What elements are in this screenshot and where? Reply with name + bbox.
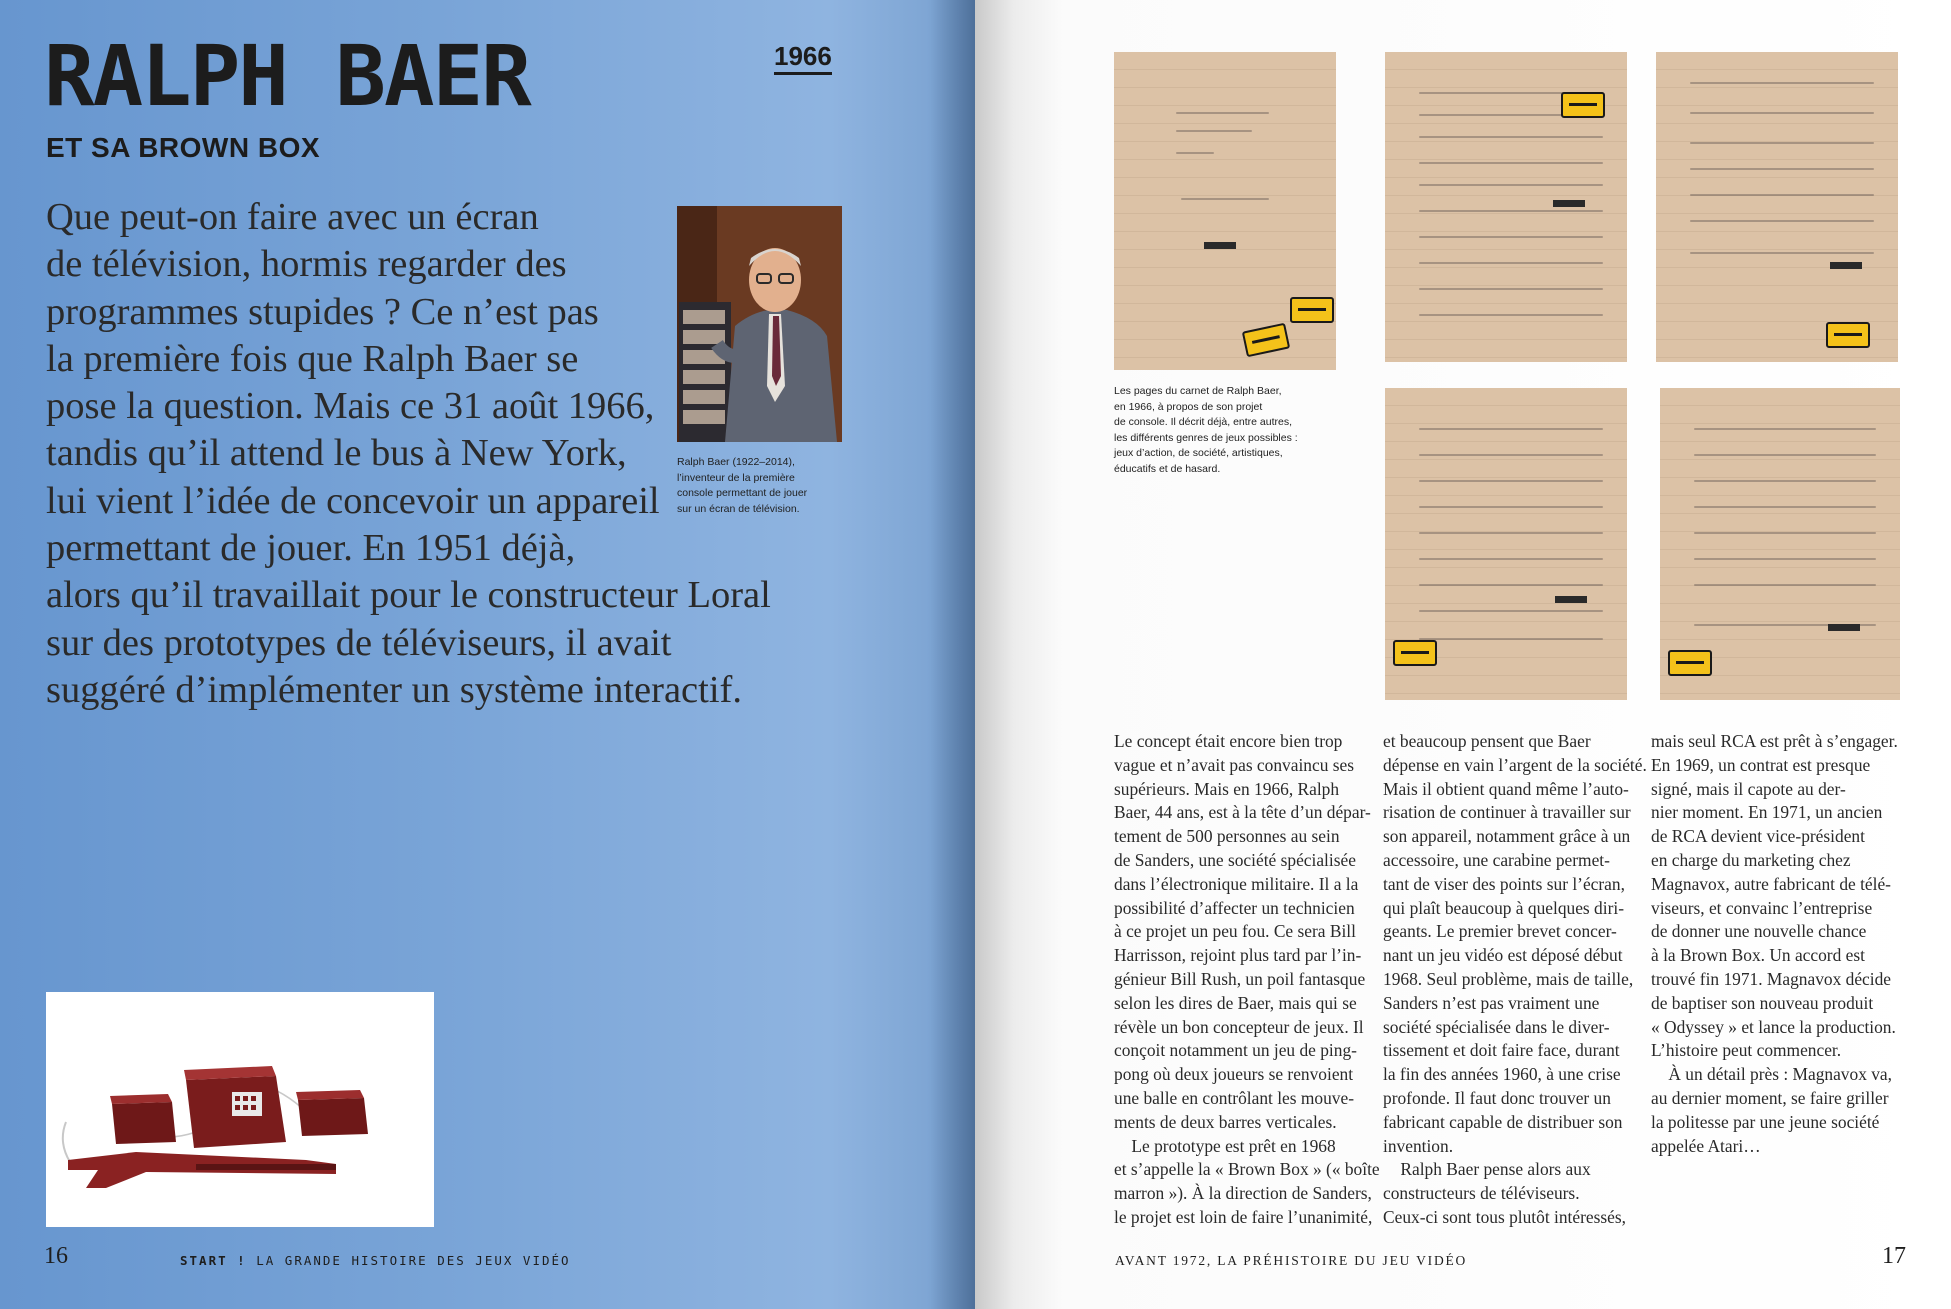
text-line: appelée Atari… — [1651, 1135, 1761, 1156]
caption-line: Ralph Baer (1922–2014), — [677, 456, 795, 468]
notebook-page-1 — [1114, 52, 1336, 370]
intro-line: la première fois que Ralph Baer se — [46, 337, 579, 380]
text-line: Baer, 44 ans, est à la tête d’un dépar- — [1114, 802, 1371, 823]
text-line: vague et n’avait pas convaincu ses — [1114, 754, 1354, 775]
notebook-caption — [1114, 384, 1319, 477]
text-line: accessoire, une carabine permet- — [1383, 849, 1610, 870]
left-page — [0, 0, 975, 1309]
notebook-page-5 — [1660, 388, 1900, 700]
text-line: Harrisson, rejoint plus tard par l’in- — [1114, 945, 1362, 966]
caption-line: éducatifs et de hasard. — [1114, 462, 1221, 475]
caption-line: les différents genres de jeux possibles : — [1114, 431, 1298, 444]
text-line: ments de deux barres verticales. — [1114, 1111, 1337, 1132]
text-line: la politesse par une jeune société — [1651, 1111, 1880, 1132]
text-line: à la Brown Box. Un accord est — [1651, 945, 1865, 966]
text-line: trouvé fin 1971. Magnavox décide — [1651, 968, 1892, 989]
text-line: à ce projet un peu fou. Ce sera Bill — [1114, 921, 1356, 942]
ralph-baer-portrait — [677, 206, 842, 442]
text-line: À un détail près : Magnavox va, — [1651, 1064, 1892, 1085]
text-line: en charge du marketing chez — [1651, 849, 1851, 870]
text-line: geants. Le premier brevet concer- — [1383, 921, 1617, 942]
text-line: et s’appelle la « Brown Box » (« boîte — [1114, 1159, 1380, 1180]
intro-line: alors qu’il travaillait pour le constructeur Loral — [46, 574, 771, 617]
intro-line: lui vient l’idée de concevoir un appareil — [46, 479, 660, 522]
page-number-right: 17 — [1882, 1243, 1906, 1269]
text-line: Ceux-ci sont tous plutôt intéressés, — [1383, 1206, 1626, 1227]
text-line: « Odyssey » et lance la production. — [1651, 1016, 1896, 1037]
intro-line: de télévision, hormis regarder des — [46, 243, 567, 286]
intro-line: pose la question. Mais ce 31 août 1966, — [46, 385, 655, 428]
text-line: viseurs, et convainc l’entreprise — [1651, 897, 1873, 918]
text-line: révèle un bon concepteur de jeux. Il — [1114, 1016, 1364, 1037]
text-line: de baptiser son nouveau produit — [1651, 992, 1874, 1013]
text-line: dans l’électronique militaire. Il a la — [1114, 873, 1359, 894]
portrait-illustration — [677, 206, 842, 442]
text-line: profonde. Il faut donc trouver un — [1383, 1087, 1611, 1108]
text-line: nier moment. En 1971, un ancien — [1651, 802, 1883, 823]
notebook-page-3 — [1656, 52, 1898, 362]
footer-title-left: LA GRANDE HISTOIRE DES JEUX VIDÉO — [256, 1253, 571, 1268]
brown-box-illustration — [46, 992, 434, 1227]
text-line: Mais il obtient quand même l’auto- — [1383, 778, 1629, 799]
text-line: possibilité d’affecter un technicien — [1114, 897, 1355, 918]
text-line: son appareil, notamment grâce à un — [1383, 826, 1631, 847]
text-line: selon les dires de Baer, mais qui se — [1114, 992, 1357, 1013]
text-line: qui plaît beaucoup à quelques diri- — [1383, 897, 1624, 918]
text-line: génieur Bill Rush, un poil fantasque — [1114, 968, 1366, 989]
caption-line: Les pages du carnet de Ralph Baer, — [1114, 385, 1282, 397]
intro-line: programmes stupides ? Ce n’est pas — [46, 290, 599, 333]
text-line: Magnavox, autre fabricant de télé- — [1651, 873, 1891, 894]
footer-brand: START ! — [180, 1253, 247, 1268]
text-line: société spécialisée dans le diver- — [1383, 1016, 1610, 1037]
text-line: dépense en vain l’argent de la société. — [1383, 754, 1647, 775]
text-line: Le prototype est prêt en 1968 — [1114, 1135, 1336, 1156]
text-line: conçoit notamment un jeu de ping- — [1114, 1040, 1357, 1061]
text-line: pong où deux joueurs se renvoient — [1114, 1064, 1354, 1085]
running-footer-right: AVANT 1972, LA PRÉHISTOIRE DU JEU VIDÉO — [1115, 1253, 1468, 1268]
text-line: de donner une nouvelle chance — [1651, 921, 1867, 942]
brown-box-photo — [46, 992, 434, 1227]
running-footer-left — [180, 1253, 571, 1268]
article-title: RALPH BAER — [44, 27, 530, 125]
text-line: nant un jeu vidéo est déposé début — [1383, 945, 1623, 966]
article-subtitle: ET SA BROWN BOX — [46, 132, 321, 163]
caption-line: console permettant de jouer — [677, 487, 808, 499]
notebook-page-2 — [1385, 52, 1627, 362]
notebook-page-4 — [1385, 388, 1627, 700]
body-column-1 — [1114, 730, 1380, 1230]
caption-line: jeux d’action, de société, artistiques, — [1114, 447, 1283, 459]
intro-line: tandis qu’il attend le bus à New York, — [46, 432, 627, 475]
portrait-caption — [677, 455, 847, 517]
text-line: risation de continuer à travailler sur — [1383, 802, 1631, 823]
intro-line: Que peut-on faire avec un écran — [46, 196, 539, 238]
text-line: Sanders n’est pas vraiment une — [1383, 992, 1600, 1013]
intro-line: permettant de jouer. En 1951 déjà, — [46, 527, 576, 570]
year-label: 1966 — [774, 42, 832, 75]
text-line: marron »). À la direction de Sanders, — [1114, 1183, 1372, 1204]
intro-line: suggéré d’implémenter un système interactif. — [46, 668, 742, 711]
text-line: de Sanders, une société spécialisée — [1114, 849, 1356, 870]
text-line: Ralph Baer pense alors aux — [1383, 1159, 1591, 1180]
text-line: tissement et doit faire face, durant — [1383, 1040, 1620, 1061]
text-line: 1968. Seul problème, mais de taille, — [1383, 968, 1634, 989]
text-line: supérieurs. Mais en 1966, Ralph — [1114, 778, 1340, 799]
caption-line: sur un écran de télévision. — [677, 502, 800, 515]
caption-line: de console. Il décrit déjà, entre autres, — [1114, 416, 1293, 428]
text-line: le projet est loin de faire l’unanimité, — [1114, 1206, 1373, 1227]
caption-line: en 1966, à propos de son projet — [1114, 400, 1263, 413]
text-line: En 1969, un contrat est presque — [1651, 754, 1871, 775]
text-line: fabricant capable de distribuer son — [1383, 1111, 1623, 1132]
text-line: constructeurs de téléviseurs. — [1383, 1183, 1580, 1204]
text-line: Le concept était encore bien trop — [1114, 731, 1343, 751]
spine-shadow — [930, 0, 975, 1309]
text-line: invention. — [1383, 1135, 1454, 1156]
text-line: tement de 500 personnes au sein — [1114, 826, 1340, 847]
body-column-2 — [1383, 730, 1647, 1230]
text-line: une balle en contrôlant les mouve- — [1114, 1087, 1355, 1108]
caption-line: l’inventeur de la première — [677, 471, 795, 484]
text-line: au dernier moment, se faire griller — [1651, 1087, 1889, 1108]
page-number-left: 16 — [44, 1243, 68, 1269]
text-line: la fin des années 1960, à une crise — [1383, 1064, 1621, 1085]
body-column-3 — [1651, 730, 1913, 1158]
text-line: mais seul RCA est prêt à s’engager. — [1651, 731, 1898, 751]
text-line: signé, mais il capote au der- — [1651, 778, 1846, 799]
text-line: L’histoire peut commencer. — [1651, 1040, 1842, 1061]
intro-line: sur des prototypes de téléviseurs, il avait — [46, 621, 672, 664]
text-line: et beaucoup pensent que Baer — [1383, 731, 1591, 751]
text-line: de RCA devient vice-président — [1651, 826, 1865, 847]
text-line: tant de viser des points sur l’écran, — [1383, 873, 1625, 894]
